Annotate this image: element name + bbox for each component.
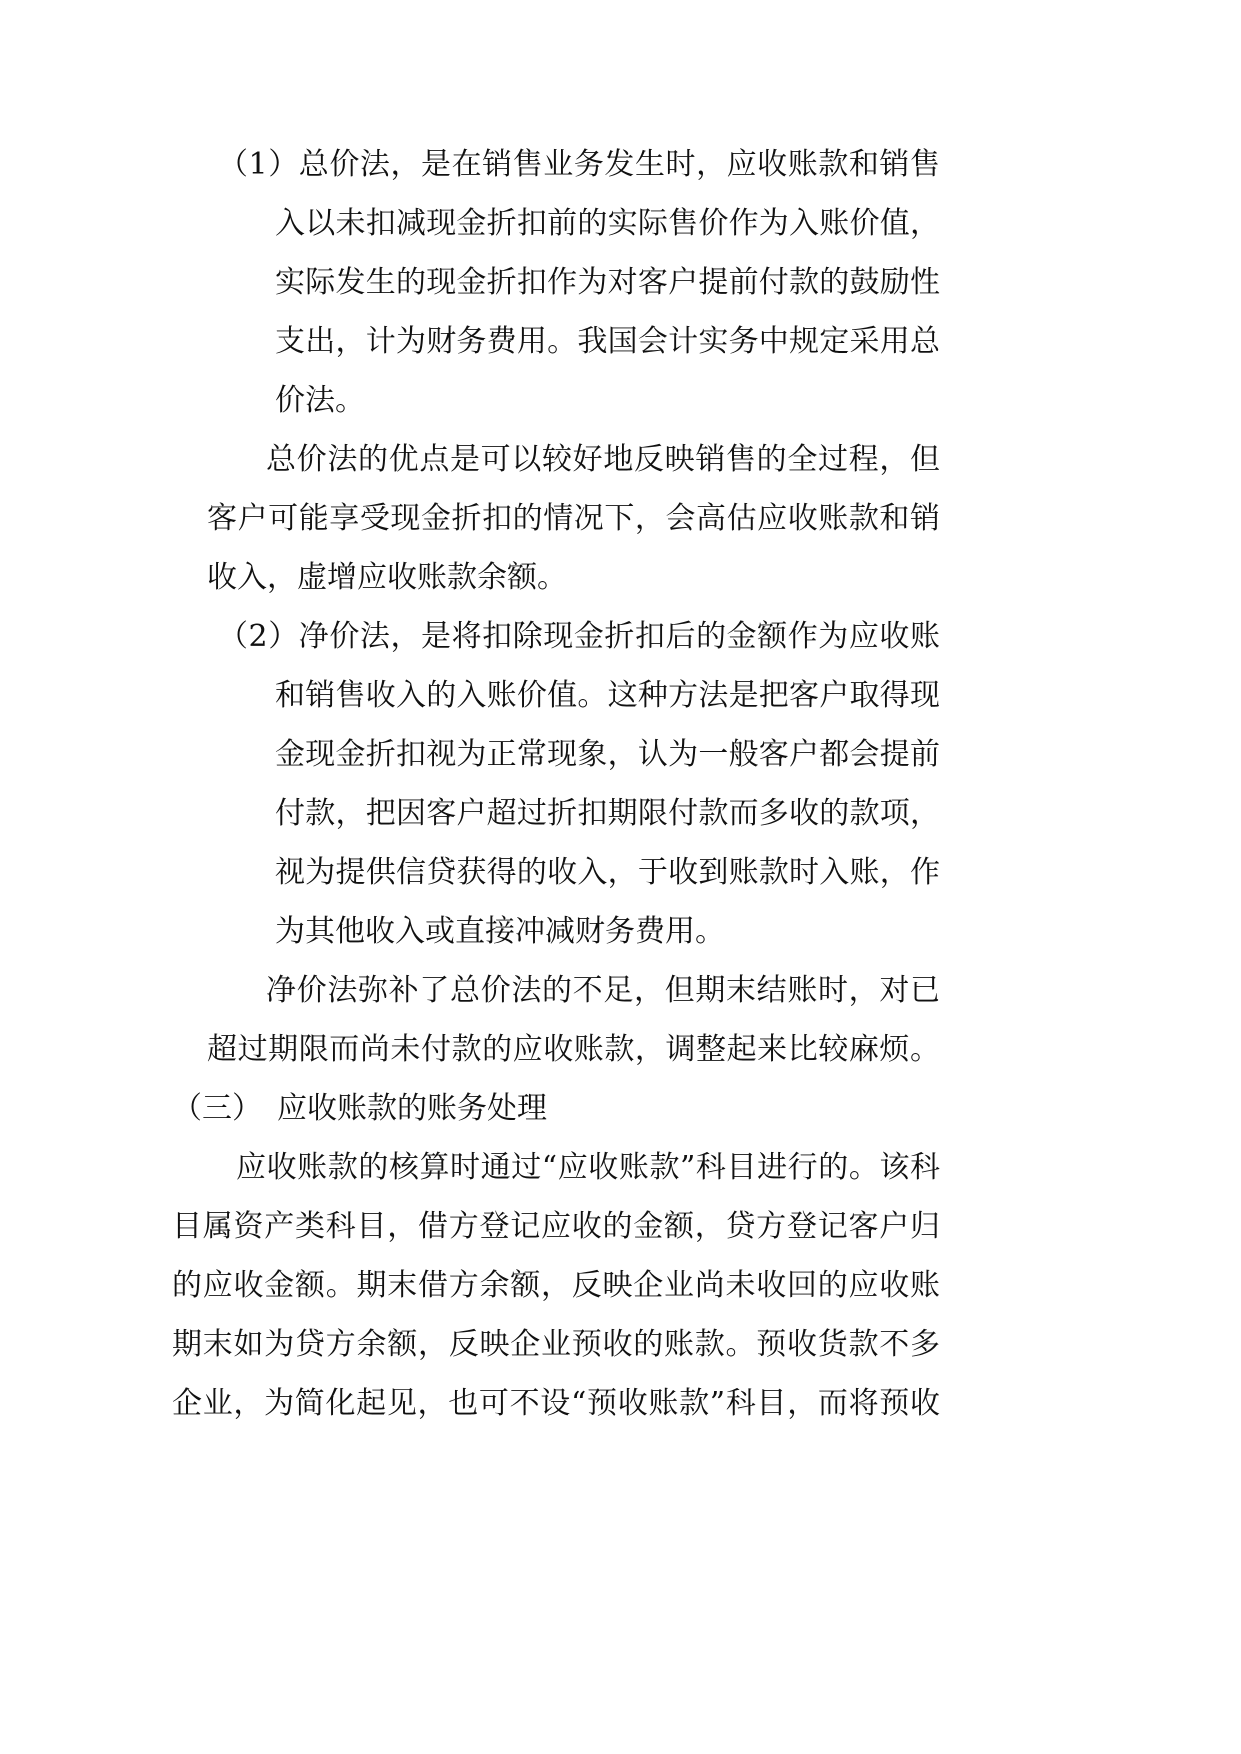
paragraph-3-line-2: 和销售收入的入账价值。这种方法是把客户取得现 — [275, 678, 940, 713]
paragraph-3-line-6: 为其他收入或直接冲减财务费用。 — [275, 914, 725, 949]
paragraph-3-line-5: 视为提供信贷获得的收入，于收到账款时入账，作 — [275, 855, 940, 890]
paragraph-1-line-5: 价法。 — [275, 383, 365, 418]
paragraph-3-line-1: （2）净价法，是将扣除现金折扣后的金额作为应收账 — [218, 619, 940, 654]
paragraph-1-line-1: （1）总价法，是在销售业务发生时，应收账款和销售 — [218, 147, 940, 182]
paragraph-4-line-1: 净价法弥补了总价法的不足，但期末结账时，对已 — [266, 973, 940, 1008]
paragraph-1-line-4: 支出，计为财务费用。我国会计实务中规定采用总 — [275, 324, 940, 359]
section-heading: （三） 应收账款的账务处理 — [172, 1091, 547, 1126]
paragraph-5-line-4: 期末如为贷方余额，反映企业预收的账款。预收货款不多 — [172, 1327, 940, 1362]
paragraph-5-line-2: 目属资产类科目，借方登记应收的金额，贷方登记客户归 — [172, 1209, 940, 1244]
paragraph-5-line-1: 应收账款的核算时通过“应收账款”科目进行的。该科 — [236, 1150, 940, 1185]
paragraph-1-line-2: 入以未扣减现金折扣前的实际售价作为入账价值， — [275, 206, 940, 241]
paragraph-2-line-2: 客户可能享受现金折扣的情况下，会高估应收账款和销 — [207, 501, 940, 536]
paragraph-5-line-5: 企业，为简化起见，也可不设“预收账款”科目，而将预收 — [172, 1386, 940, 1421]
paragraph-1-line-3: 实际发生的现金折扣作为对客户提前付款的鼓励性 — [275, 265, 940, 300]
paragraph-2-line-1: 总价法的优点是可以较好地反映销售的全过程，但 — [266, 442, 940, 477]
paragraph-5-line-3: 的应收金额。期末借方余额，反映企业尚未收回的应收账 — [172, 1268, 940, 1303]
paragraph-2-line-3: 收入，虚增应收账款余额。 — [207, 560, 567, 595]
paragraph-3-line-3: 金现金折扣视为正常现象，认为一般客户都会提前 — [275, 737, 940, 772]
paragraph-4-line-2: 超过期限而尚未付款的应收账款，调整起来比较麻烦。 — [207, 1032, 940, 1067]
paragraph-3-line-4: 付款，把因客户超过折扣期限付款而多收的款项， — [275, 796, 940, 831]
